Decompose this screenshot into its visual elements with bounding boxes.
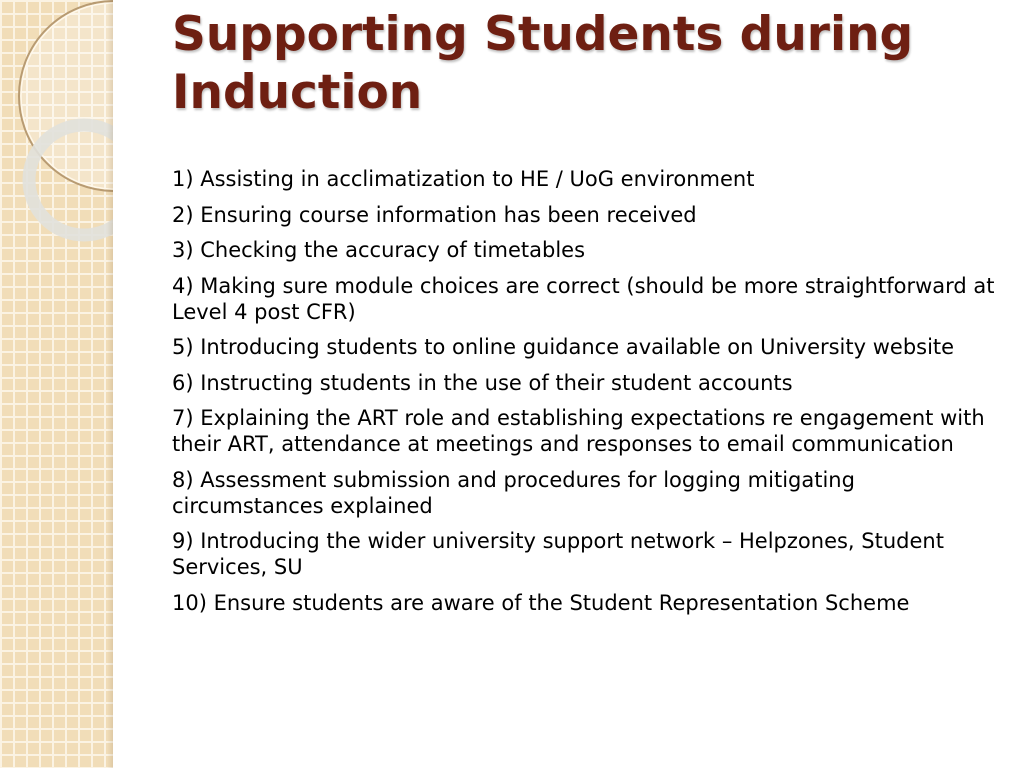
list-item: 9) Introducing the wider university support network – Helpzones, Student Services, SU	[172, 529, 944, 579]
list-item: 5) Introducing students to online guidance available on University website	[172, 335, 955, 359]
list-item: 3) Checking the accuracy of timetables	[172, 238, 586, 262]
list-item: 1) Assisting in acclimatization to HE / UoG environment	[172, 167, 755, 191]
list-item: 6) Instructing students in the use of their student accounts	[172, 370, 793, 395]
decorative-circles-icon	[0, 0, 113, 768]
induction-support-list	[172, 166, 1002, 625]
list-item: 8) Assessment submission and procedures for logging mitigating circumstances explained	[172, 467, 855, 518]
decorative-side-strip	[0, 0, 113, 768]
list-item: 10) Ensure students are aware of the Student Representation Scheme	[172, 590, 910, 615]
slide-title: Supporting Students during Induction	[172, 7, 914, 120]
list-item: 2) Ensuring course information has been received	[172, 202, 697, 227]
list-item: 7) Explaining the ART role and establishing expectations re engagement with their ART, attendance at meetings and responses to email communication	[172, 406, 985, 456]
list-item: 4) Making sure module choices are correct (should be more straightforward at Level 4 post CFR)	[172, 273, 995, 324]
